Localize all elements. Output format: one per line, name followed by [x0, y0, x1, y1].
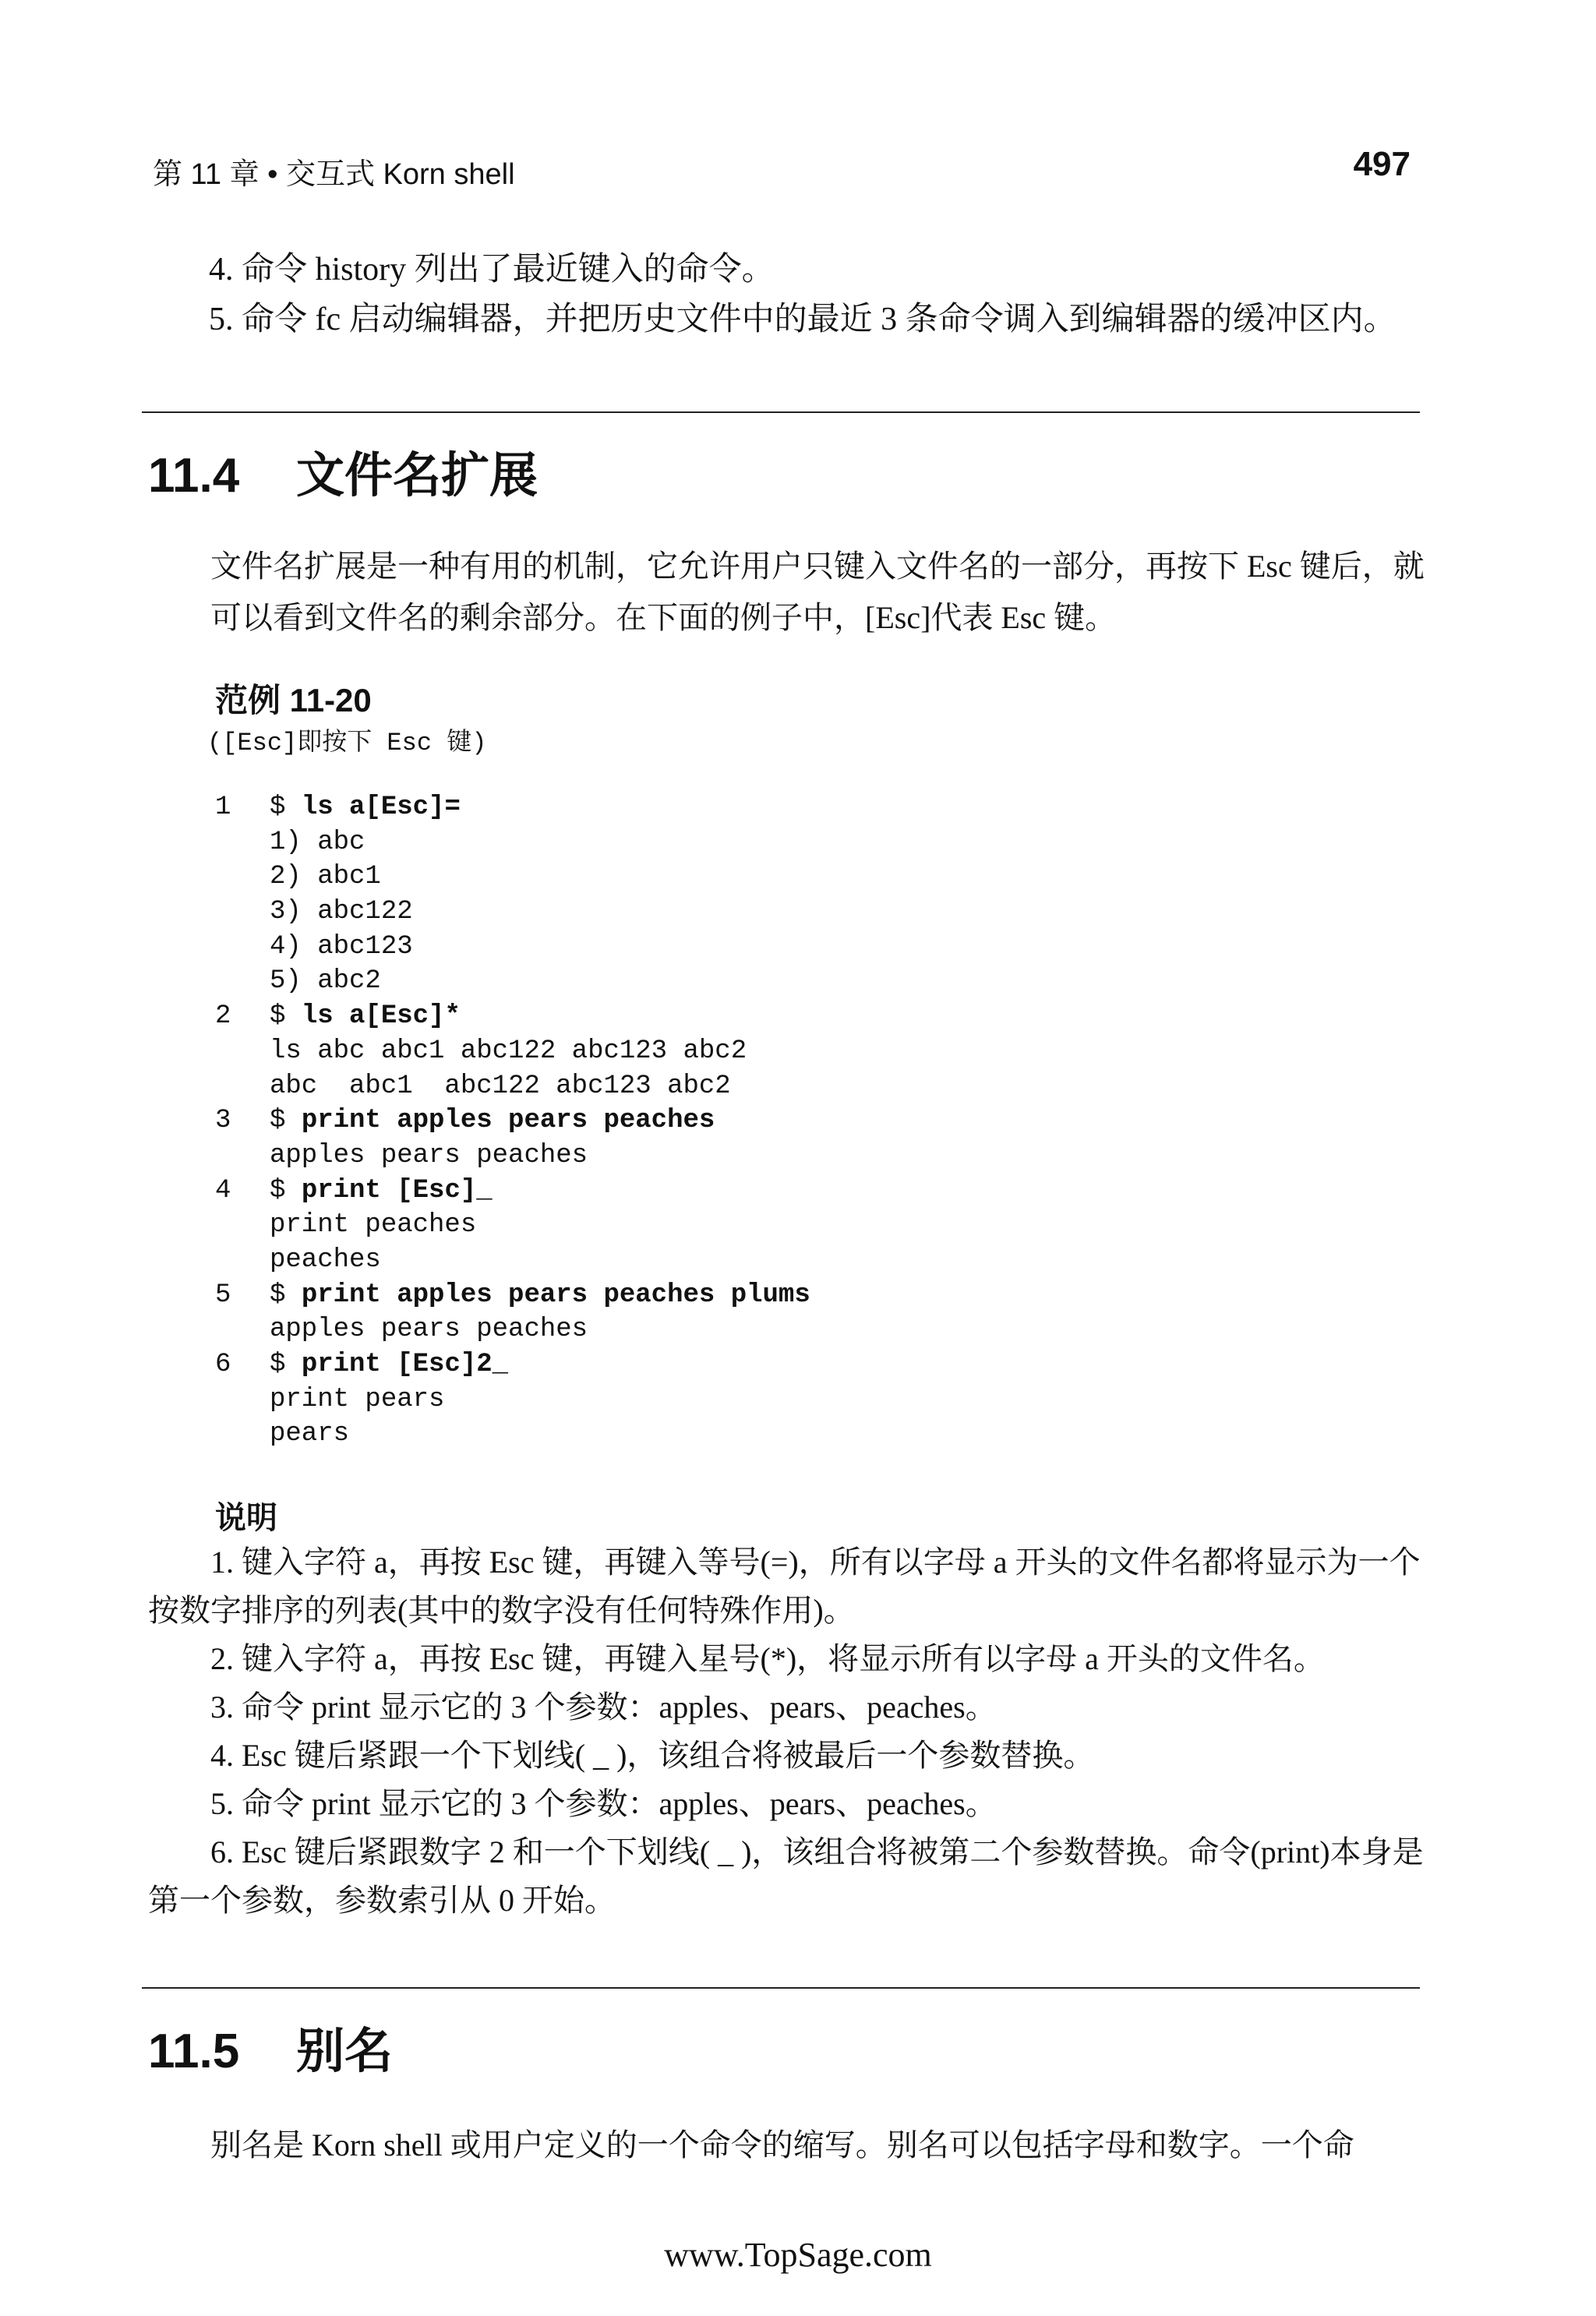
- alias-paragraph: 别名是 Korn shell 或用户定义的一个命令的缩写。别名可以包括字母和数字。一个命: [210, 2127, 1354, 2162]
- list-item: 4. 命令 history 列出了最近键入的命令。: [209, 252, 775, 288]
- code-line: [215, 790, 810, 825]
- section-divider: [142, 411, 1420, 413]
- note-item: 2. 键入字符 a，再按 Esc 键，再键入星号(*)，将显示所有以字母 a 开头的文件名。: [210, 1641, 1325, 1676]
- top-list: [209, 245, 1396, 344]
- code-listing: [215, 790, 810, 1452]
- output-text: 1) abc: [270, 827, 365, 857]
- line-number: 6: [215, 1350, 231, 1379]
- code-line: [215, 1417, 810, 1452]
- notes-title: 说明: [215, 1501, 277, 1535]
- shell-prompt: $: [270, 1350, 302, 1379]
- line-number: 4: [215, 1175, 231, 1206]
- command-text: print [Esc]2_: [301, 1350, 509, 1379]
- intro-paragraph: 文件名扩展是一种有用的机制，它允许用户只键入文件名的一部分，再按下 Esc 键后，就可以看到文件名的剩余部分。在下面的例子中，[Esc]代表 Esc 键。: [210, 549, 1425, 635]
- code-line: [215, 1347, 810, 1382]
- example-title: 范例 11-20: [215, 682, 372, 718]
- shell-prompt: $: [270, 1001, 302, 1032]
- output-text: 5) abc2: [270, 966, 381, 997]
- section-divider: [142, 1987, 1420, 1989]
- command-text: ls a[Esc]*: [301, 1001, 461, 1032]
- notes-list: [148, 1538, 1426, 1925]
- page-number: 497: [1353, 145, 1411, 183]
- footer-url: www.TopSage.com: [664, 2236, 932, 2274]
- list-item: 5. 命令 fc 启动编辑器，并把历史文件中的最近 3 条命令调入到编辑器的缓冲区内。: [209, 302, 1396, 337]
- note-item: 3. 命令 print 显示它的 3 个参数：apples、pears、peaches。: [210, 1689, 997, 1725]
- output-text: print peaches: [270, 1210, 477, 1241]
- code-line: [215, 1382, 810, 1417]
- line-number: 2: [215, 1001, 231, 1032]
- note-item: 1. 键入字符 a，再按 Esc 键，再键入等号(=)，所有以字母 a 开头的文件名都将显示为一个按数字排序的列表(其中的数字没有任何特殊作用)。: [148, 1545, 1421, 1628]
- output-text: 4) abc123: [270, 931, 413, 962]
- code-line: [215, 1243, 810, 1278]
- code-line: [215, 1069, 810, 1104]
- section-number: 11.4: [148, 449, 240, 503]
- command-text: ls a[Esc]=: [301, 793, 461, 822]
- note-item: 6. Esc 键后紧跟数字 2 和一个下划线( _ )，该组合将被第二个参数替换。命令(print)本身是第一个参数，参数索引从 0 开始。: [148, 1834, 1424, 1918]
- output-text: 2) abc1: [270, 862, 381, 892]
- code-line: [215, 895, 810, 930]
- command-text: print apples pears peaches plums: [301, 1280, 810, 1310]
- code-line: [215, 1312, 810, 1347]
- section-number: 11.5: [148, 2025, 240, 2078]
- command-line: [270, 1278, 810, 1313]
- example-caption: ([Esc]即按下 Esc 键): [207, 729, 487, 757]
- command-text: print apples pears peaches: [301, 1106, 715, 1136]
- shell-prompt: $: [270, 793, 302, 822]
- code-line: [215, 1174, 810, 1209]
- shell-prompt: $: [270, 1175, 302, 1206]
- line-number: 1: [215, 793, 231, 822]
- code-line: [215, 1139, 810, 1174]
- code-line: [215, 999, 810, 1034]
- note-item: 4. Esc 键后紧跟一个下划线( _ )，该组合将被最后一个参数替换。: [210, 1738, 1095, 1773]
- line-number: 5: [215, 1280, 231, 1310]
- command-line: [270, 790, 461, 825]
- command-line: [270, 1347, 508, 1382]
- output-text: pears: [270, 1419, 350, 1449]
- code-line: [215, 964, 810, 999]
- section-heading: [148, 2012, 393, 2081]
- shell-prompt: $: [270, 1106, 302, 1136]
- code-line: [215, 930, 810, 965]
- output-text: 3) abc122: [270, 897, 413, 927]
- code-line: [215, 1278, 810, 1313]
- output-text: apples pears peaches: [270, 1315, 588, 1345]
- output-text: peaches: [270, 1244, 381, 1275]
- output-text: apples pears peaches: [270, 1140, 588, 1170]
- code-line: [215, 1208, 810, 1243]
- shell-prompt: $: [270, 1280, 302, 1310]
- output-text: abc abc1 abc122 abc123 abc2: [270, 1071, 731, 1101]
- section-title: 文件名扩展: [296, 449, 538, 503]
- running-head: 第 11 章 • 交互式 Korn shell: [153, 158, 515, 191]
- output-text: ls abc abc1 abc122 abc123 abc2: [270, 1036, 747, 1066]
- command-line: [270, 1103, 715, 1139]
- code-line: [215, 860, 810, 895]
- command-line: [270, 999, 461, 1034]
- code-line: [215, 825, 810, 860]
- section-heading: [148, 436, 538, 506]
- code-line: [215, 1103, 810, 1139]
- section-title: 别名: [296, 2025, 394, 2078]
- output-text: print pears: [270, 1384, 445, 1414]
- command-text: print [Esc]_: [301, 1175, 493, 1206]
- line-number: 3: [215, 1106, 231, 1136]
- note-item: 5. 命令 print 显示它的 3 个参数：apples、pears、peaches。: [210, 1786, 997, 1821]
- code-line: [215, 1034, 810, 1069]
- command-line: [270, 1174, 493, 1209]
